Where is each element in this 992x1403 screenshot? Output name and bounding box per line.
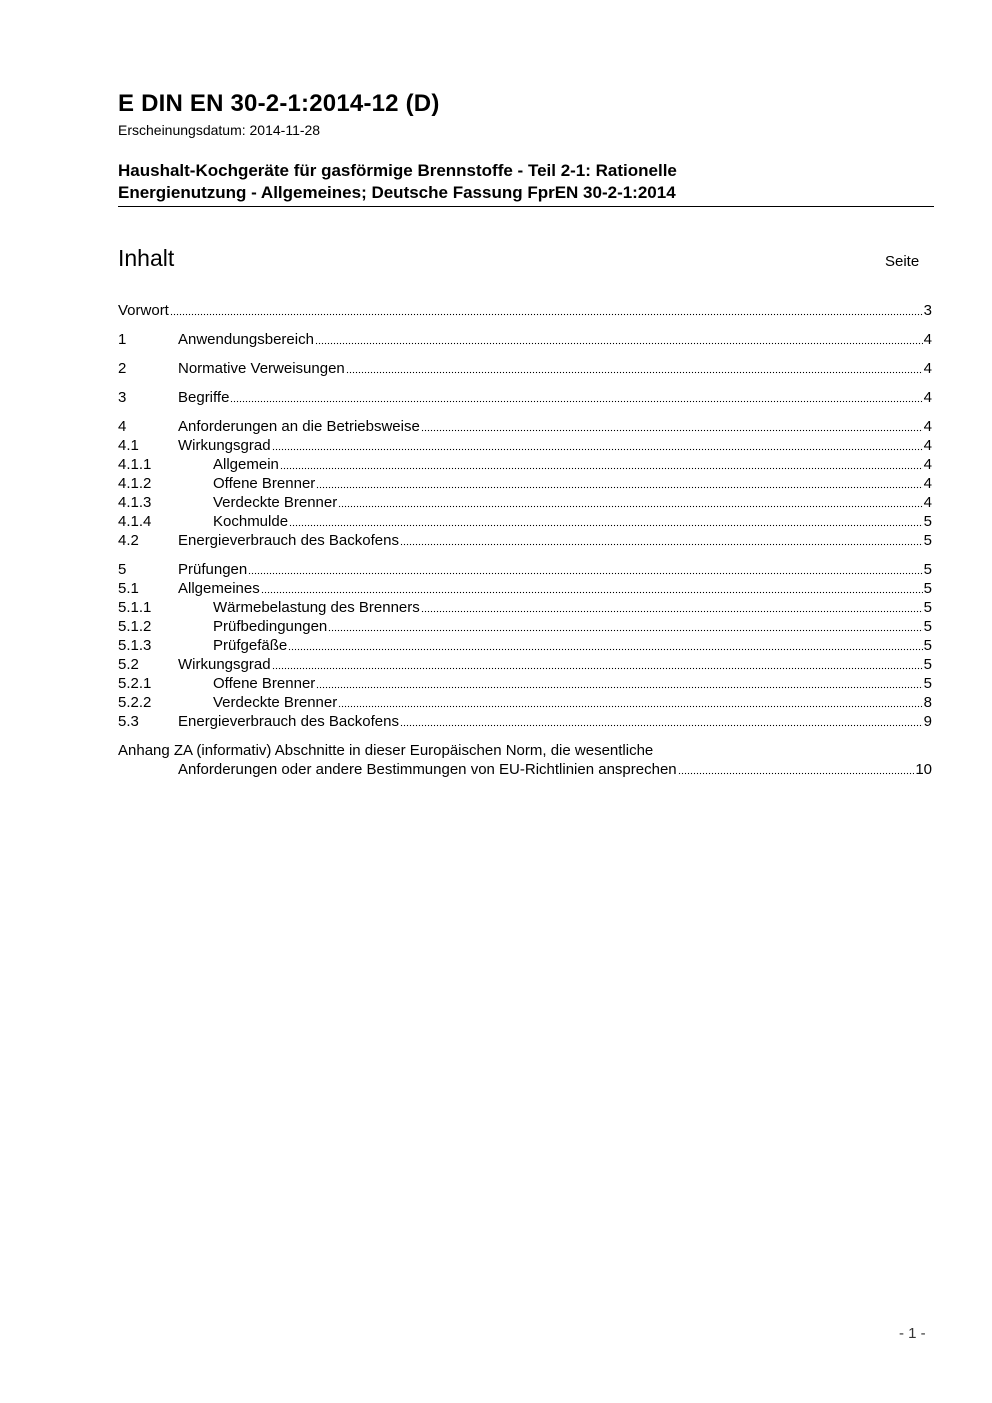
toc-dot-leader [170, 312, 923, 316]
toc-annex-label-line-1: Anhang ZA (informativ) Abschnitte in dieser Europäischen Norm, die wesentliche [118, 742, 654, 759]
toc-entry-number: 4.1.4 [118, 513, 152, 530]
document-title-line-1: Haushalt-Kochgeräte für gasförmige Brennstoffe - Teil 2-1: Rationelle [118, 161, 677, 180]
toc-entry-page: 5 [923, 513, 932, 530]
toc-entry-label: Offene Brenner [213, 675, 316, 692]
toc-dot-leader [272, 666, 923, 670]
toc-entry-label: Prüfgefäße [213, 637, 288, 654]
toc-entry-number: 4.1.3 [118, 494, 152, 511]
toc-entry-label: Wärmebelastung des Brenners [213, 599, 420, 616]
toc-dot-leader [280, 466, 923, 470]
toc-entry-page: 5 [923, 675, 932, 692]
toc-dot-leader [400, 542, 923, 546]
toc-entry-label: Allgemein [213, 456, 279, 473]
toc-entry[interactable] [118, 636, 932, 655]
toc-entry-label: Allgemeines [178, 580, 260, 597]
toc-entry[interactable] [118, 560, 932, 579]
toc-entry-page: 9 [923, 713, 932, 730]
title-divider [118, 206, 934, 207]
toc-entry-page: 5 [923, 637, 932, 654]
toc-annex-label-line-2: Anforderungen oder andere Bestimmungen von EU-Richtlinien ansprechen [178, 761, 677, 778]
document-title-line-2: Energienutzung - Allgemeines; Deutsche Fassung FprEN 30-2-1:2014 [118, 183, 676, 202]
toc-entry-number: 5.1.2 [118, 618, 152, 635]
toc-entry[interactable] [118, 655, 932, 674]
toc-dot-leader [421, 428, 923, 432]
toc-entry[interactable] [118, 579, 932, 598]
toc-entry-number: 4.1.1 [118, 456, 152, 473]
toc-entry-number: 5.1.3 [118, 637, 152, 654]
toc-dot-leader [289, 523, 923, 527]
toc-annex-entry[interactable] [118, 741, 932, 760]
toc-annex-entry-continued[interactable] [118, 760, 932, 779]
document-title [118, 160, 898, 204]
publication-date: Erscheinungsdatum: 2014-11-28 [118, 122, 321, 138]
toc-dot-leader [338, 504, 922, 508]
toc-entry-page: 5 [923, 532, 932, 549]
toc-entry-number: 5.2.1 [118, 675, 152, 692]
toc-entry[interactable] [118, 712, 932, 731]
document-code: E DIN EN 30-2-1:2014-12 (D) [118, 90, 440, 117]
toc-entry-number: 3 [118, 389, 127, 406]
toc-entry-page: 4 [923, 437, 932, 454]
toc-entry-page: 5 [923, 656, 932, 673]
toc-entry-number: 4.1.2 [118, 475, 152, 492]
toc-dot-leader [421, 609, 923, 613]
toc-entry-page: 4 [923, 389, 932, 406]
toc-entry[interactable] [118, 617, 932, 636]
toc-entry-page: 5 [923, 580, 932, 597]
toc-dot-leader [248, 571, 922, 575]
toc-entry-page: 5 [923, 561, 932, 578]
toc-entry-number: 5.3 [118, 713, 139, 730]
toc-entry[interactable] [118, 301, 932, 320]
toc-dot-leader [288, 647, 922, 651]
toc-dot-leader [272, 447, 923, 451]
toc-entry[interactable] [118, 674, 932, 693]
toc-entry[interactable] [118, 436, 932, 455]
toc-entry-label: Anwendungsbereich [178, 331, 314, 348]
toc-entry-number: 5.2.2 [118, 694, 152, 711]
toc-entry-page: 3 [923, 302, 932, 319]
toc-entry-page: 4 [923, 360, 932, 377]
toc-dot-leader [346, 370, 923, 374]
toc-entry[interactable] [118, 330, 932, 349]
toc-entry-label: Prüfungen [178, 561, 248, 578]
toc-entry[interactable] [118, 359, 932, 378]
toc-entry-label: Vorwort [118, 302, 169, 319]
toc-entry-label: Wirkungsgrad [178, 656, 271, 673]
toc-entry-label: Verdeckte Brenner [213, 694, 338, 711]
toc-entry[interactable] [118, 598, 932, 617]
toc-annex-page: 10 [915, 761, 932, 778]
toc-entry-page: 8 [923, 694, 932, 711]
toc-entry[interactable] [118, 417, 932, 436]
toc-page-column-label: Seite [885, 253, 920, 270]
toc-entry-page: 4 [923, 494, 932, 511]
toc-entry-number: 5 [118, 561, 127, 578]
toc-entry[interactable] [118, 388, 932, 407]
toc-entry-page: 5 [923, 599, 932, 616]
toc-dot-leader [400, 723, 923, 727]
toc-entry-label: Prüfbedingungen [213, 618, 328, 635]
toc-dot-leader [316, 685, 922, 689]
footer-page-number: - 1 - [899, 1325, 926, 1342]
toc-entry-label: Anforderungen an die Betriebsweise [178, 418, 420, 435]
toc-dot-leader [338, 704, 922, 708]
toc-entry-label: Normative Verweisungen [178, 360, 345, 377]
toc-entry-number: 2 [118, 360, 127, 377]
toc-heading: Inhalt [118, 245, 175, 271]
toc-dot-leader [230, 399, 922, 403]
toc-entry[interactable] [118, 531, 932, 550]
toc-entry-number: 5.2 [118, 656, 139, 673]
toc-dot-leader [316, 485, 922, 489]
toc-entry-number: 4 [118, 418, 127, 435]
toc-entry-page: 4 [923, 418, 932, 435]
toc-entry[interactable] [118, 693, 932, 712]
toc-entry[interactable] [118, 512, 932, 531]
toc-dot-leader [315, 341, 923, 345]
toc-entry[interactable] [118, 455, 932, 474]
toc-entry-label: Offene Brenner [213, 475, 316, 492]
toc-entry-page: 5 [923, 618, 932, 635]
toc-entry-number: 1 [118, 331, 127, 348]
toc-dot-leader [678, 771, 915, 775]
toc-entry-page: 4 [923, 331, 932, 348]
toc-entry-label: Verdeckte Brenner [213, 494, 338, 511]
toc-entry-label: Energieverbrauch des Backofens [178, 713, 399, 730]
toc-entry-page: 4 [923, 456, 932, 473]
toc-entry[interactable] [118, 493, 932, 512]
toc-dot-leader [261, 590, 923, 594]
toc-entry-label: Kochmulde [213, 513, 289, 530]
toc-entry-number: 4.1 [118, 437, 139, 454]
toc-entry-label: Begriffe [178, 389, 230, 406]
toc-entry-number: 4.2 [118, 532, 139, 549]
toc-entry-number: 5.1.1 [118, 599, 152, 616]
toc-entry-label: Wirkungsgrad [178, 437, 271, 454]
toc-entry-number: 5.1 [118, 580, 139, 597]
table-of-contents [118, 301, 932, 779]
toc-entry[interactable] [118, 474, 932, 493]
toc-dot-leader [328, 628, 922, 632]
toc-entry-page: 4 [923, 475, 932, 492]
toc-entry-label: Energieverbrauch des Backofens [178, 532, 399, 549]
